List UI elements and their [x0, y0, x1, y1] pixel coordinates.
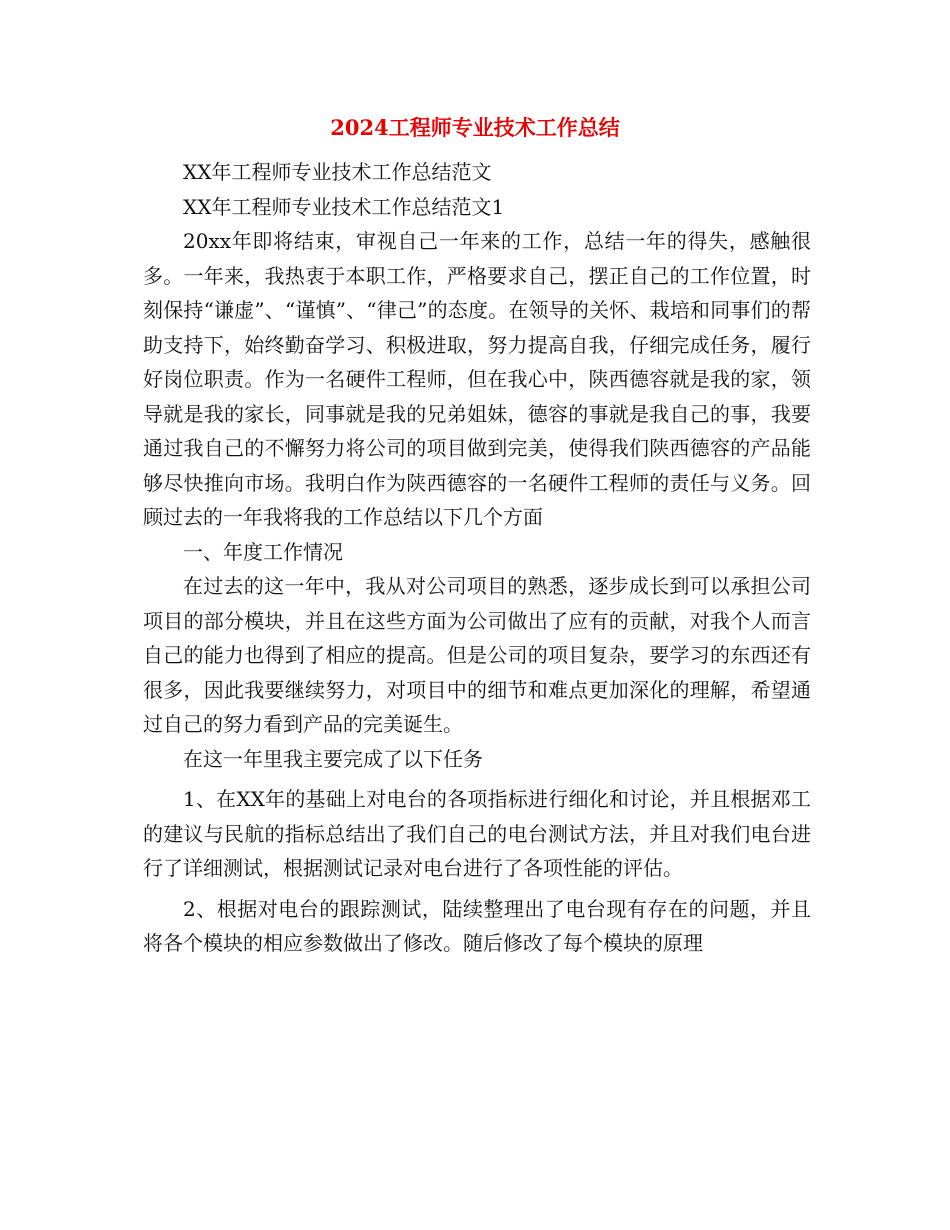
document-body [143, 155, 811, 961]
paragraph-subtitle: XX年工程师专业技术工作总结范文 [183, 160, 492, 184]
paragraph-intro: 20xx年即将结束，审视自己一年来的工作，总结一年的得失，感触很多。一年来，我热衷于本职工作，严格要求自己，摆正自己的工作位置，时刻保持“谦虚”、“谨慎”、“律己”的态度。在领导的关怀、栽培和同事们的帮助支持下，始终勤奋学习、积极进取，努力提高自我，仔细完成任务，履行好岗位职责。作为一名硬件工程师，但在我心中，陕西德容就是我的家，领导就是我的家长，同事就是我的兄弟姐妹，德容的事就是我自己的事，我要通过我自己的不懈努力将公司的项目做到完美，使得我们陕西德容的产品能够尽快推向市场。我明白作为陕西德容的一名硬件工程师的责任与义务。回顾过去的一年我将我的工作总结以下几个方面 [143, 229, 811, 529]
section-heading: 一、年度工作情况 [183, 539, 343, 564]
document-title: 2024工程师专业技术工作总结 [330, 115, 620, 140]
paragraph-task-1: 1、在XX年的基础上对电台的各项指标进行细化和讨论，并且根据邓工的建议与民航的指标总结出了我们自己的电台测试方法，并且对我们电台进行了详细测试，根据测试记录对电台进行了各项性能的评估。 [143, 787, 811, 880]
paragraph-task-2: 2、根据对电台的跟踪测试，陆续整理出了电台现有存在的问题，并且将各个模块的相应参数做出了修改。随后修改了每个模块的原理 [143, 896, 811, 955]
paragraph-subtitle-1: XX年工程师专业技术工作总结范文1 [183, 194, 505, 219]
paragraph-tasks-heading: 在这一年里我主要完成了以下任务 [183, 746, 483, 771]
paragraph-annual-work: 在过去的这一年中，我从对公司项目的熟悉，逐步成长到可以承担公司项目的部分模块，并且在这些方面为公司做出了应有的贡献，对我个人而言自己的能力也得到了相应的提高。但是公司的项目复杂，要学习的东西还有很多，因此我要继续努力，对项目中的细节和难点更加深化的理解，希望通过自己的努力看到产品的完美诞生。 [143, 574, 811, 736]
